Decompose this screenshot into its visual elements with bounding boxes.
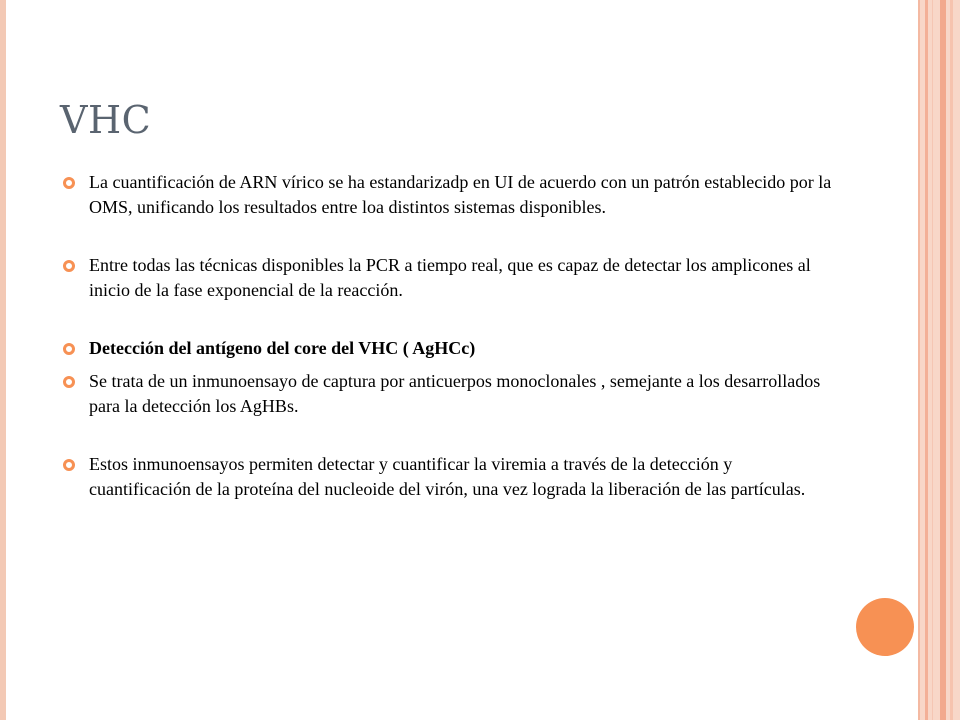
bullet-item bbox=[62, 452, 832, 502]
bullet-text: Se trata de un inmunoensayo de captura por anticuerpos monoclonales , semejante a los desarrollados para la detección los AgHBs. bbox=[89, 371, 821, 416]
ring-bullet-icon bbox=[62, 342, 76, 356]
ring-bullet-icon bbox=[62, 259, 76, 273]
slide-title: VHC bbox=[60, 98, 152, 142]
bullet-text: Detección del antígeno del core del VHC ( AgHCc) bbox=[89, 338, 476, 358]
bullet-item bbox=[62, 369, 832, 419]
ring-bullet-icon bbox=[62, 458, 76, 472]
bullet-text: Entre todas las técnicas disponibles la PCR a tiempo real, que es capaz de detectar los amplicones al inicio de la fase exponencial de la reacción. bbox=[89, 255, 811, 300]
bullet-item bbox=[62, 336, 832, 361]
bullet-text: La cuantificación de ARN vírico se ha estandarizadp en UI de acuerdo con un patrón establecido por la OMS, unificando los resultados entre loa distintos sistemas disponibles. bbox=[89, 172, 832, 217]
stripe bbox=[918, 0, 920, 720]
accent-circle bbox=[856, 598, 914, 656]
stripe bbox=[932, 0, 933, 720]
ring-bullet-icon bbox=[62, 375, 76, 389]
stripe bbox=[925, 0, 928, 720]
bullet-list bbox=[62, 170, 832, 502]
decorative-stripes bbox=[918, 0, 960, 720]
bullet-item bbox=[62, 170, 832, 220]
ring-bullet-icon bbox=[62, 176, 76, 190]
stripe bbox=[950, 0, 953, 720]
bullet-text: Estos inmunoensayos permiten detectar y cuantificar la viremia a través de la detección y cuantificación de la proteína del nucleoide del virón, una vez lograda la liberación de las partículas. bbox=[89, 454, 806, 499]
bullet-item bbox=[62, 253, 832, 303]
stripe bbox=[940, 0, 946, 720]
